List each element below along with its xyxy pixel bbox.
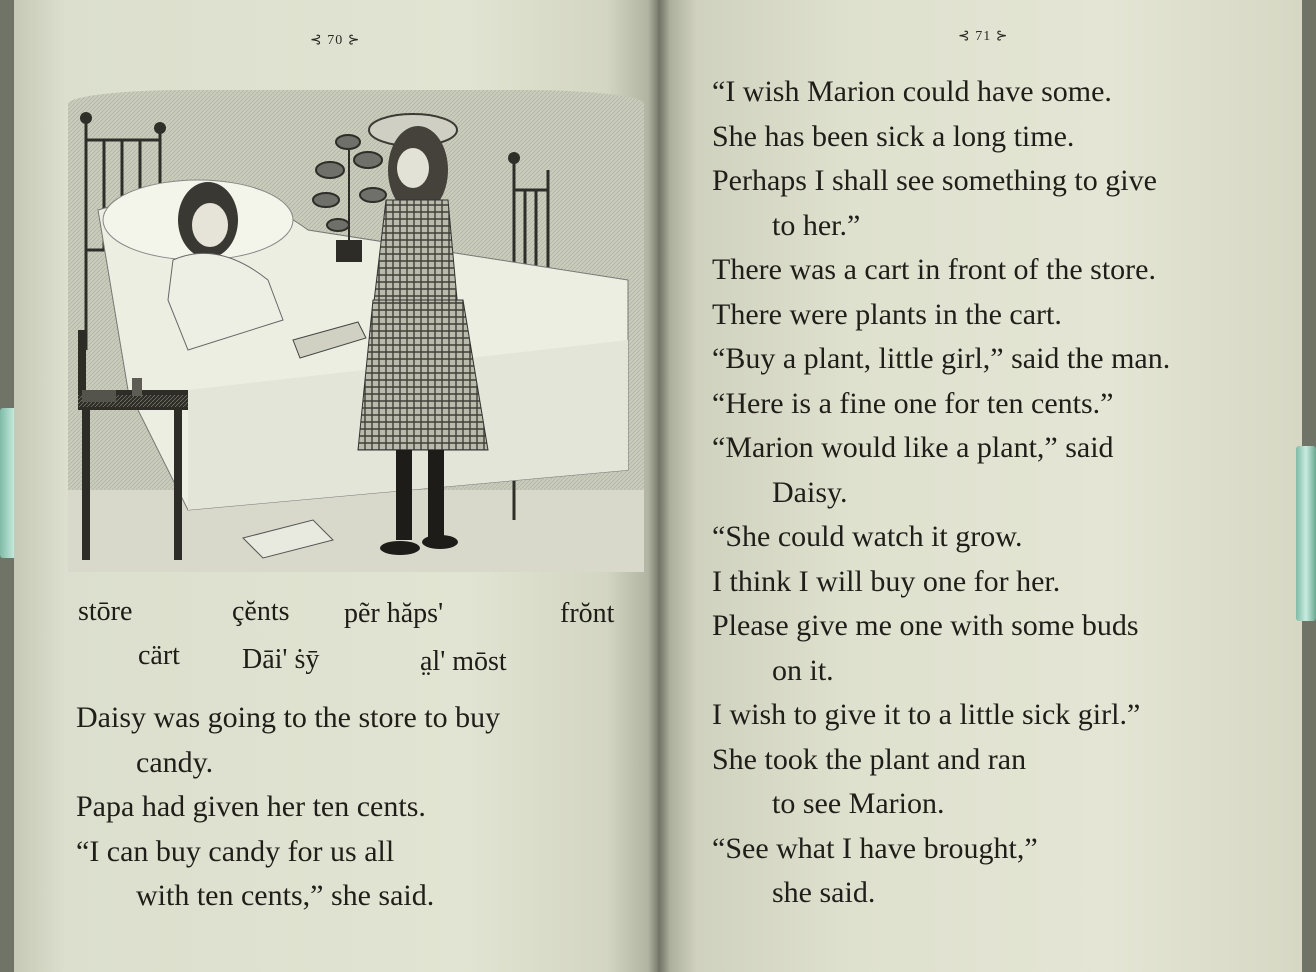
text-line: Perhaps I shall see something to give	[712, 164, 1157, 197]
vocab-word: çĕnts	[232, 596, 290, 627]
text-line: Papa had given her ten cents.	[76, 790, 426, 823]
vocab-word: a̤l' mōst	[420, 646, 507, 677]
text-line: “She could watch it grow.	[712, 520, 1023, 553]
text-line: Daisy was going to the store to buy	[76, 701, 501, 734]
text-line: There was a cart in front of the store.	[712, 253, 1156, 286]
ornament-icon: ⊱	[343, 33, 361, 48]
text-line: “I can buy candy for us all	[76, 834, 395, 868]
text-line: Daisy.	[772, 475, 848, 509]
text-line: “Buy a plant, little girl,” said the man.	[712, 342, 1171, 375]
text-line: to see Marion.	[772, 787, 945, 820]
text-line: I think I will buy one for her.	[712, 564, 1061, 598]
vocab-word: pẽr hăps'	[344, 598, 444, 629]
ornament-icon: ⊰	[310, 33, 328, 48]
page-number-left	[310, 32, 360, 49]
page-number-text: 70	[327, 33, 344, 48]
text-line: she said.	[772, 876, 876, 909]
vocab-word: Dāi' ṡȳ	[242, 644, 320, 675]
text-line: to her.”	[772, 208, 861, 242]
text-line: “I wish Marion could have some.	[712, 75, 1112, 108]
text-line: I wish to give it to a little sick girl.”	[712, 698, 1141, 731]
text-line: “Marion would like a plant,” said	[712, 431, 1114, 464]
text-line: “Here is a fine one for ten cents.”	[712, 386, 1114, 420]
text-line: on it.	[772, 653, 834, 687]
vocabulary-list	[72, 592, 642, 682]
left-page-text	[76, 696, 646, 919]
engraving-illustration	[68, 90, 644, 572]
text-line: She took the plant and ran	[712, 742, 1027, 776]
book-gutter	[648, 0, 670, 972]
text-line: Please give me one with some buds	[712, 609, 1139, 642]
text-line: candy.	[136, 745, 214, 779]
page-number-right	[958, 28, 1008, 45]
text-line: There were plants in the cart.	[712, 297, 1062, 331]
text-line: “See what I have brought,”	[712, 831, 1038, 865]
text-line: with ten cents,” she said.	[136, 879, 435, 912]
ornament-icon: ⊰	[958, 29, 976, 44]
page-number-text: 71	[975, 29, 992, 44]
bookmark-tab-right	[1296, 446, 1316, 621]
vocab-word: cärt	[138, 640, 180, 671]
text-line: She has been sick a long time.	[712, 119, 1075, 153]
right-page-text	[712, 70, 1272, 916]
vocab-word: frŏnt	[560, 598, 615, 629]
vocab-word: stōre	[78, 596, 133, 627]
ornament-icon: ⊱	[991, 29, 1009, 44]
sick-girl-bed-engraving	[68, 90, 644, 572]
